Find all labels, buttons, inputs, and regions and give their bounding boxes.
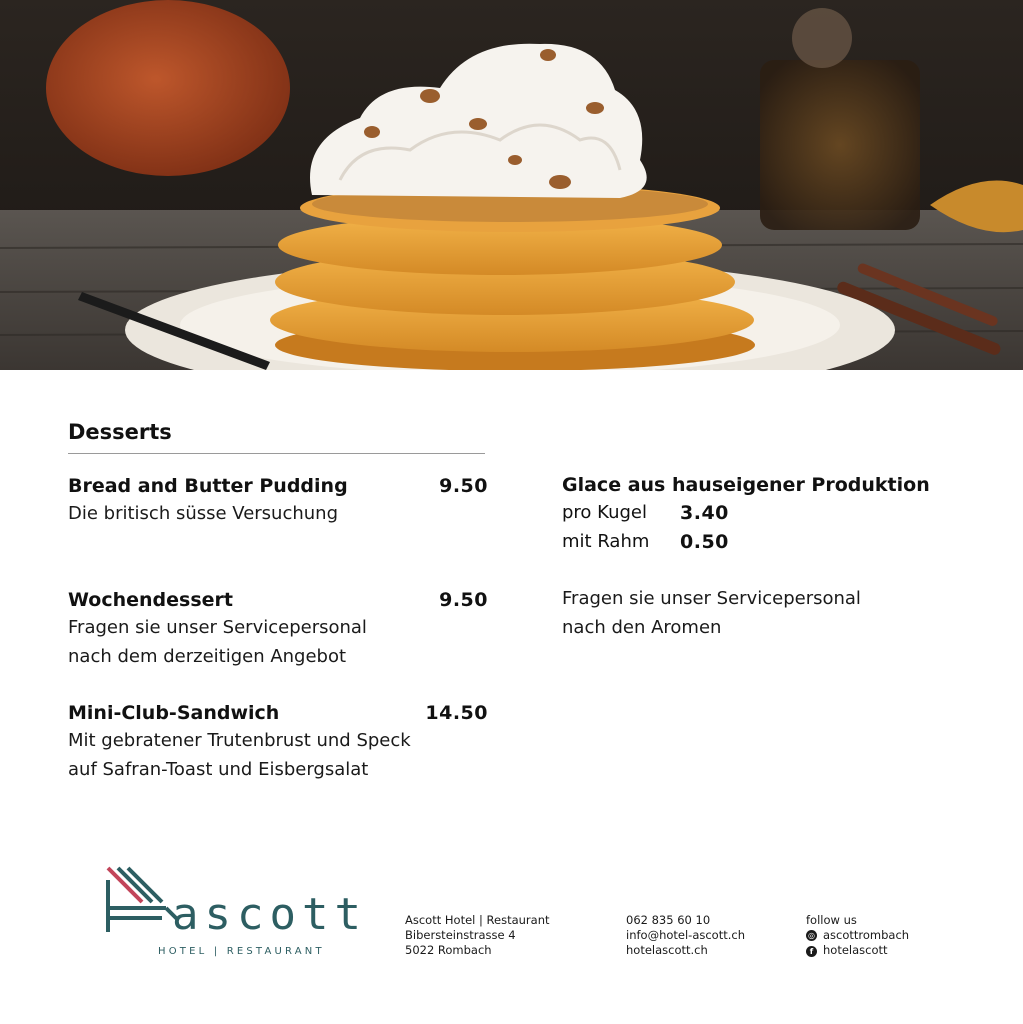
glace-note-line: nach den Aromen bbox=[562, 616, 722, 638]
address-line: 5022 Rombach bbox=[405, 943, 492, 958]
footer-address bbox=[405, 913, 550, 959]
facebook-icon: f bbox=[806, 946, 817, 957]
facebook-link[interactable] bbox=[806, 943, 909, 958]
item-description: nach dem derzeitigen Angebot bbox=[68, 645, 347, 667]
instagram-handle: ascottrombach bbox=[823, 928, 910, 943]
item-price: 9.50 bbox=[439, 475, 488, 497]
logo-wordmark: ascott bbox=[172, 889, 367, 940]
follow-us-label: follow us bbox=[806, 913, 857, 927]
phone-number[interactable]: 062 835 60 10 bbox=[626, 913, 711, 927]
facebook-handle: hotelascott bbox=[823, 943, 888, 958]
instagram-icon: ◎ bbox=[806, 930, 817, 941]
item-description: auf Safran-Toast und Eisbergsalat bbox=[68, 758, 369, 780]
menu-item bbox=[68, 699, 488, 784]
glace-price-label: mit Rahm bbox=[562, 530, 650, 552]
glace-block bbox=[562, 471, 982, 556]
instagram-link[interactable] bbox=[806, 928, 909, 943]
glace-note-line: Fragen sie unser Servicepersonal bbox=[562, 588, 861, 609]
item-name: Wochendessert bbox=[68, 589, 233, 611]
item-description: Die britisch süsse Versuchung bbox=[68, 503, 339, 524]
item-name: Mini-Club-Sandwich bbox=[68, 702, 280, 724]
section-title: Desserts bbox=[68, 420, 172, 444]
email-link[interactable]: info@hotel-ascott.ch bbox=[626, 928, 746, 943]
glace-title: Glace aus hauseigener Produktion bbox=[562, 474, 930, 496]
item-name: Bread and Butter Pudding bbox=[68, 475, 348, 497]
menu-item bbox=[68, 586, 488, 671]
address-line: Bibersteinstrasse 4 bbox=[405, 928, 516, 943]
item-description: Mit gebratener Trutenbrust und Speck bbox=[68, 730, 411, 751]
logo-subtitle: HOTEL | RESTAURANT bbox=[158, 946, 325, 957]
website-link[interactable]: hotelascott.ch bbox=[626, 943, 708, 958]
item-description: Fragen sie unser Servicepersonal bbox=[68, 617, 367, 638]
menu-item bbox=[68, 472, 488, 529]
item-price: 14.50 bbox=[425, 702, 488, 724]
glace-price-value: 3.40 bbox=[680, 502, 729, 524]
footer-social bbox=[806, 913, 909, 959]
glace-price-row bbox=[562, 499, 982, 528]
item-price: 9.50 bbox=[439, 589, 488, 611]
glace-price-row bbox=[562, 528, 982, 557]
glace-note bbox=[562, 585, 982, 642]
pancake-stack-image bbox=[0, 0, 1023, 370]
address-line: Ascott Hotel | Restaurant bbox=[405, 913, 550, 927]
footer-contact bbox=[626, 913, 745, 959]
title-divider bbox=[68, 453, 485, 454]
glace-price-label: pro Kugel bbox=[562, 502, 647, 523]
hero-photo bbox=[0, 0, 1023, 370]
glace-price-value: 0.50 bbox=[680, 530, 729, 553]
